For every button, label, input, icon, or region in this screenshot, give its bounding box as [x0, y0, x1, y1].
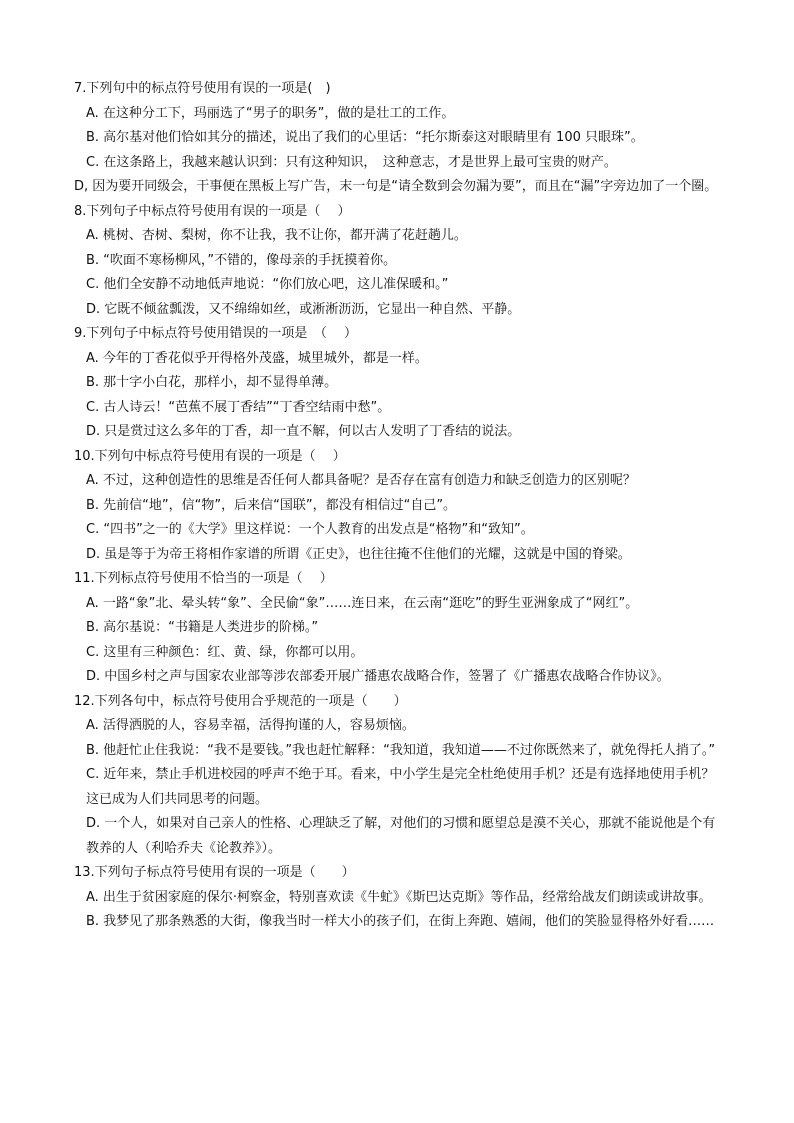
option-b: B. 我梦见了那条熟悉的大街，像我当时一样大小的孩子们，在街上奔跑、嬉闹，他们的笑脸显得格外好看……	[86, 914, 715, 929]
option-d: D. 它既不倾盆瓢泼，又不绵绵如丝，或淅淅沥沥，它显出一种自然、平静。	[86, 301, 521, 317]
question-12	[74, 690, 724, 862]
option-b: B. 先前信“地”，信“物”，后来信“国联”，都没有相信过“自己”。	[86, 497, 457, 513]
question-stem: 8.下列句子中标点符号使用有误的一项是（ ）	[74, 203, 351, 219]
option-d: D. 一个人，如果对自己亲人的性格、心理缺乏了解，对他们的习惯和愿望总是漠不关心，那就不能说他是个有教养的人（利哈乔夫《论教养》）。	[86, 816, 716, 856]
option-b: B. 他赶忙止住我说：“我不是要钱。”我也赶忙解释：“我知道，我知道——不过你既然来了，就免得托人捎了。”	[86, 742, 716, 758]
option-b: B. 高尔基说：“书籍是人类进步的阶梯。”	[86, 620, 319, 635]
option-a: A. 一路“象”北、晕头转“象”、全民偷“象”……连日来，在云南“逛吃”的野生亚洲象成了“网红”。	[86, 595, 639, 611]
question-10	[74, 445, 724, 568]
question-13	[74, 861, 724, 935]
question-stem: 13.下列句子标点符号使用有误的一项是（ ）	[74, 865, 355, 880]
option-d: D. 虽是等于为帝王将相作家谱的所谓《正史》，也往往掩不住他们的光耀，这就是中国的脊梁。	[86, 546, 631, 562]
option-a: A. 出生于贫困家庭的保尔·柯察金，特别喜欢读《牛虻》《斯巴达克斯》等作品，经常给战友们朗读或讲故事。	[86, 889, 712, 905]
option-a: A. 在这种分工下，玛丽选了“男子的职务”，做的是壮工的工作。	[86, 105, 455, 121]
question-stem: 9.下列句子中标点符号使用错误的一项是 （ ）	[74, 326, 358, 341]
question-7	[74, 77, 724, 200]
question-8	[74, 200, 724, 323]
option-c: C. 在这条路上，我越来越认识到：只有这种知识， 这种意志，才是世界上最可宝贵的财产。	[86, 154, 617, 170]
question-9	[74, 322, 724, 445]
question-11	[74, 567, 724, 690]
option-d: D, 因为要开同级会，干事便在黑板上写广告，末一句是“请全数到会勿漏为要”，而且在“漏”字旁边加了一个圈。	[74, 179, 718, 194]
question-stem: 11.下列标点符号使用不恰当的一项是（ ）	[74, 571, 333, 586]
option-c: C. “四书”之一的《大学》里这样说：一个人教育的出发点是“格物”和“致知”。	[86, 522, 534, 537]
option-a: A. 桃树、杏树、梨树，你不让我，我不让你，都开满了花赶趟儿。	[86, 228, 467, 243]
option-c: C. 近年来，禁止手机进校园的呼声不绝于耳。看来，中小学生是完全杜绝使用手机？还是有选择地使用手机？这已成为人们共同思考的问题。	[86, 767, 715, 807]
question-stem: 10.下列句中标点符号使用有误的一项是（ ）	[74, 448, 346, 464]
option-d: D. 只是赏过这么多年的丁香，却一直不解，何以古人发明了丁香结的说法。	[86, 424, 521, 439]
option-c: C. 这里有三种颜色：红、黄、绿，你都可以用。	[86, 644, 364, 660]
option-a: A. 今年的丁香花似乎开得格外茂盛，城里城外，都是一样。	[86, 350, 428, 366]
option-b: B. 高尔基对他们恰如其分的描述，说出了我们的心里话：“托尔斯泰这对眼睛里有 100 只眼珠”。	[86, 130, 644, 145]
option-b: B. “吹面不寒杨柳风，”不错的，像母亲的手抚摸着你。	[86, 252, 397, 268]
question-stem: 12.下列各句中，标点符号使用合乎规范的一项是（ ）	[74, 693, 407, 709]
option-b: B. 那十字小白花，那样小，却不显得单薄。	[86, 375, 338, 390]
option-a: A. 不过，这种创造性的思维是否任何人都具备呢？是否存在富有创造力和缺乏创造力的区别呢？	[86, 473, 636, 488]
option-c: C. 古人诗云！“芭蕉不展丁香结”“丁香空结雨中愁”。	[86, 399, 391, 415]
question-stem: 7.下列句中的标点符号使用有误的一项是( )	[74, 81, 331, 96]
option-c: C. 他们全安静不动地低声地说：“你们放心吧，这儿准保暖和。”	[86, 277, 449, 292]
option-a: A. 活得洒脱的人，容易幸福，活得拘谨的人，容易烦恼。	[86, 718, 415, 733]
option-d: D. 中国乡村之声与国家农业部等涉农部委开展广播惠农战略合作，签署了《广播惠农战略合作协议》。	[86, 669, 670, 684]
